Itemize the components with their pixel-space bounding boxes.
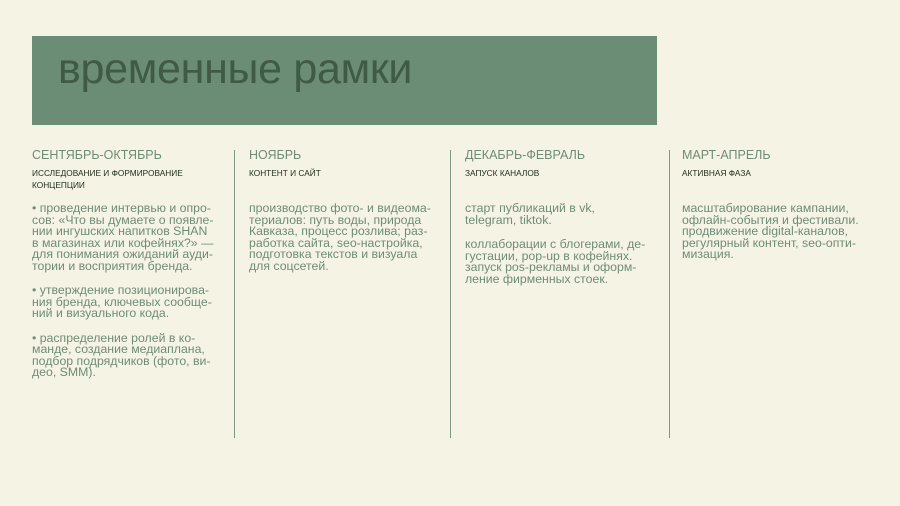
body-paragraph: коллаборации с блогерами, де- густации, pop-up в кофейнях. запуск pos-рекламы и оформ- ление фирменных стоек. — [465, 237, 646, 286]
column-subheading: КОНТЕНТ И САЙТ — [249, 168, 321, 178]
column-divider — [234, 150, 235, 438]
column-divider — [669, 150, 670, 438]
column-body — [249, 203, 444, 272]
body-paragraph: • проведение интервью и опро- сов: «Что вы думаете о появле- нии ингушских напитков SHAN в магазинах или кофейнях?» — для понимания ожиданий ауди- тории и восприятия бренда. — [32, 201, 214, 273]
column-mar-apr — [682, 148, 887, 274]
column-divider — [450, 150, 451, 438]
body-paragraph: • утверждение позиционирова- ния бренда, ключевых сообще- ний и визуального кода. — [32, 283, 212, 320]
column-subheading: ЗАПУСК КАНАЛОВ — [465, 168, 540, 178]
body-paragraph: старт публикаций в vk, telegram, tiktok. — [465, 201, 595, 227]
column-nov — [249, 148, 444, 285]
column-subheading: ИССЛЕДОВАНИЕ И ФОРМИРОВАНИЕ КОНЦЕПЦИИ — [32, 168, 183, 190]
body-paragraph: • распределение ролей в ко- манде, создание медиаплана, подбор подрядчиков (фото, ви- део, SMM). — [32, 330, 211, 379]
column-heading: НОЯБРЬ — [249, 148, 302, 162]
column-subheading: АКТИВНАЯ ФАЗА — [682, 168, 751, 178]
body-paragraph: масштабирование кампании, офлайн-события и фестивали. продвижение digital-каналов, регулярный контент, seo-опти- мизация. — [682, 201, 859, 261]
body-paragraph: производство фото- и видеома- териалов: путь воды, природа Кавказа, процесс розлива; раз- работка сайта, seo-настройка, подготовка текстов и визуала для соцсетей. — [249, 201, 431, 273]
column-dec-feb — [465, 148, 665, 298]
title-band — [32, 36, 657, 125]
column-sep-oct — [32, 148, 232, 392]
column-body — [465, 203, 665, 285]
slide-title: временные рамки — [58, 45, 413, 93]
column-body — [682, 203, 887, 261]
column-body — [32, 203, 232, 379]
column-heading: ДЕКАБРЬ-ФЕВРАЛЬ — [465, 148, 586, 162]
column-heading: МАРТ-АПРЕЛЬ — [682, 148, 771, 162]
column-heading: СЕНТЯБРЬ-ОКТЯБРЬ — [32, 148, 162, 162]
